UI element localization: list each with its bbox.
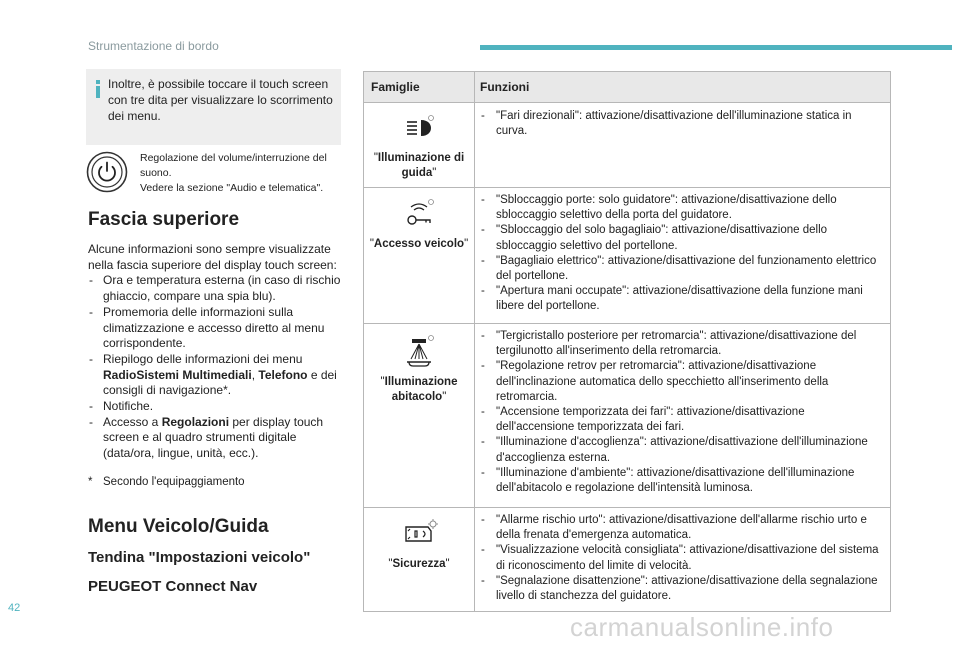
function-item: - "Sbloccaggio porte: solo guidatore": attivazione/disattivazione dello sbloccaggio selettivo della porta del guidatore. [480,193,882,223]
functions-cell [480,513,882,604]
table-row [364,507,890,611]
function-item: - "Tergicristallo posteriore per retromarcia": attivazione/disattivazione del tergilunotto all'inserimento della retromarcia. [480,329,882,359]
settings-table [363,71,891,612]
family-label: "Illuminazione abitacolo" [380,376,458,403]
menu-subtitle: Tendina "Impostazioni veicolo" [88,549,311,566]
page-number: 42 [8,602,21,614]
footnote [88,476,245,488]
function-item: - "Fari direzionali": attivazione/disattivazione dell'illuminazione statica in curva. [480,109,882,139]
family-cell [364,507,474,611]
watermark: carmanualsonline.info [570,612,834,642]
function-item: - "Bagagliaio elettrico": attivazione/disattivazione del funzionamento elettrico del portellone. [480,254,882,284]
info-note-text: Inoltre, è possibile toccare il touch screen con tre dita per visualizzare lo scorrimento dei menu. [108,77,333,123]
fascia-item: - Riepilogo delle informazioni dei menu RadioSistemi Multimediali, Telefono e dei consigli di navigazione*. [88,352,346,399]
key-signal-icon [401,199,437,229]
fascia-item: - Promemoria delle informazioni sulla climatizzazione e accesso diretto al menu corrispondente. [88,305,346,352]
family-cell [364,323,474,507]
function-item: - "Accensione temporizzata dei fari": attivazione/disattivazione dell'accensione temporizzata dei fari. [480,405,882,435]
volume-line1: Regolazione del volume/interruzione del suono. [140,152,327,179]
functions-cell [480,193,882,315]
function-item: - "Visualizzazione velocità consigliata": attivazione/disattivazione del sistema di riconoscimento del limite di velocità. [480,543,882,573]
family-label: "Accesso veicolo" [369,238,469,250]
volume-line2: Vedere la sezione "Audio e telematica". [140,182,324,194]
volume-description [140,151,345,196]
family-cell [364,103,474,187]
header-accent-bar [480,45,952,50]
info-note [86,69,341,145]
footnote-mark: * [88,476,93,488]
function-item: - "Sbloccaggio del solo bagagliaio": attivazione/disattivazione dello sbloccaggio selettivo del portellone. [480,223,882,253]
functions-cell [480,329,882,496]
family-label: "Illuminazione di guida" [373,152,465,179]
fascia-item: - Ora e temperatura esterna (in caso di rischio ghiaccio, compare una spia blu). [88,273,346,304]
headlight-icon [401,115,437,141]
info-icon [96,80,100,98]
fascia-intro: Alcune informazioni sono sempre visualizzate nella fascia superiore del display touch screen: [88,242,337,272]
family-label: "Sicurezza" [388,558,450,570]
family-cell [364,187,474,323]
table-row [364,187,890,324]
power-icon [86,151,128,193]
header-famiglie: Famiglie [371,80,420,94]
menu-subtitle-nav: PEUGEOT Connect Nav [88,578,258,595]
table-header [364,72,890,103]
fascia-item: - Accesso a Regolazioni per display touch screen e al quadro strumenti digitale (data/ora, lingue, unità, ecc.). [88,415,346,462]
function-item: - "Allarme rischio urto": attivazione/disattivazione dell'allarme rischio urto e della frenata d'emergenza automatica. [480,513,882,543]
function-item: - "Apertura mani occupate": attivazione/disattivazione della funzione mani libere del portellone. [480,284,882,314]
table-row [364,103,890,188]
car-safety-gear-icon [401,517,441,547]
fascia-item: - Notifiche. [88,399,346,415]
table-row [364,323,890,508]
function-item: - "Segnalazione disattenzione": attivazione/disattivazione della segnalazione livello di stanchezza del guidatore. [480,574,882,604]
function-item: - "Illuminazione d'ambiente": attivazione/disattivazione dell'illuminazione dell'abitacolo e regolazione dell'intensità luminosa. [480,466,882,496]
functions-cell [480,109,882,139]
fascia-title: Fascia superiore [88,209,240,230]
interior-light-icon [401,335,437,369]
fascia-list [88,273,346,461]
function-item: - "Illuminazione d'accoglienza": attivazione/disattivazione dell'illuminazione d'accoglienza esterna. [480,435,882,465]
menu-title: Menu Veicolo/Guida [88,516,269,537]
fascia-body [88,242,346,462]
function-item: - "Regolazione retrov per retromarcia": attivazione/disattivazione dell'inclinazione automatica dello specchietto all'inserimento della retromarcia. [480,359,882,405]
footnote-text: Secondo l'equipaggiamento [103,476,245,488]
header-funzioni: Funzioni [480,80,530,94]
section-title: Strumentazione di bordo [88,39,219,53]
